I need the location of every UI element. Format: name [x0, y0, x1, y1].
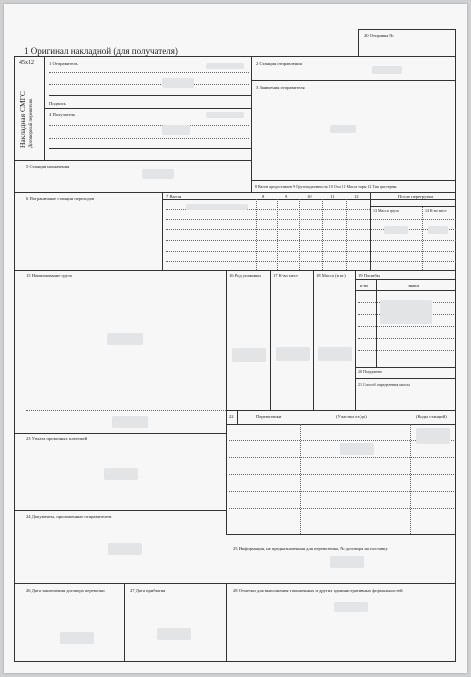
places-label: 17 К-во мест: [273, 273, 299, 278]
seal-marks-value[interactable]: [380, 300, 432, 324]
seals-label: 19 Пломбы: [358, 273, 380, 278]
carriers-label: Перевозчики: [256, 414, 282, 419]
station-codes-label: (Коды станций): [416, 414, 447, 419]
attached-documents-label: 24 Документы, приложенные отправителем: [26, 514, 112, 519]
mass-value[interactable]: [318, 347, 352, 361]
contract-date-value[interactable]: [60, 632, 94, 644]
departure-value[interactable]: [372, 66, 402, 74]
customs-label: 28 Отметки для выполнения таможенных и других административных формальностей: [233, 588, 403, 593]
receiver-value[interactable]: [162, 125, 190, 135]
payment-value[interactable]: [104, 468, 138, 480]
departure-label: 2 Станция отправления: [256, 61, 302, 66]
info-label: 25 Информация, не предназначенная для перевозчика, № договора на поставку: [233, 546, 388, 551]
sender-divider: [44, 108, 251, 109]
receiver-divider: [14, 160, 251, 161]
seal-qty-label: к-во: [360, 283, 369, 288]
cargo-mass-after-label: 13 Масса груза: [373, 208, 399, 213]
wagon-head-divider: [251, 180, 456, 181]
destination-value[interactable]: [142, 169, 174, 179]
departure-divider: [251, 80, 456, 81]
sender-label: 1 Отправитель: [49, 61, 78, 66]
form-code: 45x12: [19, 60, 34, 66]
packaging-value[interactable]: [232, 348, 266, 362]
shipment-number-label: 20 Отправка №: [364, 33, 394, 38]
document-title: 1 Оригинал накладной (для получателя): [24, 46, 178, 56]
sender-statements-label: 3 Заявления отправителя: [256, 85, 305, 90]
form-name: Накладная СМГС: [18, 91, 27, 148]
signature-label: Подпись: [49, 101, 66, 106]
wagon-label: 7 Вагон: [166, 194, 182, 199]
arrival-date-value[interactable]: [157, 628, 191, 640]
places-value[interactable]: [276, 347, 310, 361]
places-after-label: 14 К-во мест: [425, 208, 447, 213]
form-subtitle: Договорный перевозчик: [29, 98, 34, 148]
cargo-name-value[interactable]: [107, 333, 143, 345]
sections-label: (Участки от/до): [336, 414, 367, 419]
carrier-sections-value[interactable]: [340, 443, 374, 455]
customs-value[interactable]: [334, 602, 368, 612]
reload-label: После перегрузки: [398, 194, 434, 199]
sender-value[interactable]: [162, 78, 194, 88]
arrival-date-label: 27 Дата прибытия: [130, 588, 166, 593]
col-11: 11: [330, 194, 335, 199]
destination-label: 5 Станция назначения: [26, 164, 70, 169]
mass-label: 18 Масса (в кг): [316, 273, 346, 278]
col-8: 8: [262, 194, 265, 199]
contract-date-label: 26 Дата заключения договора перевозки: [26, 588, 105, 593]
loaded-by-label: 20 Погружено: [358, 369, 383, 374]
seal-marks-label: знаки: [408, 283, 420, 288]
receiver-label: 4 Получатель: [49, 112, 76, 117]
col-12: 12: [354, 194, 359, 199]
col-9: 9: [285, 194, 288, 199]
attached-documents-value[interactable]: [108, 543, 142, 555]
cargo-name-label: 15 Наименование груза: [26, 273, 72, 278]
top-vertical-divider: [251, 56, 252, 192]
wagon-number-value[interactable]: [186, 204, 248, 210]
packaging-label: 16 Род упаковки: [229, 273, 261, 278]
payment-label: 23 Уплата провозных платежей: [26, 436, 88, 441]
wagon-columns-label: 8 Вагон предоставлен 9 Грузоподъемность 10 Оси 11 Масса тары 12 Тип цистерны: [255, 184, 397, 189]
border-stations-label: 6 Пограничные станции переходов: [26, 196, 95, 201]
info-value[interactable]: [330, 556, 364, 568]
row-divider-1: [14, 192, 456, 193]
col-10: 10: [307, 194, 312, 199]
mass-method-label: 21 Способ определения массы: [358, 382, 410, 387]
row-divider-2: [14, 270, 456, 271]
carriers-number-label: 22: [229, 414, 234, 419]
